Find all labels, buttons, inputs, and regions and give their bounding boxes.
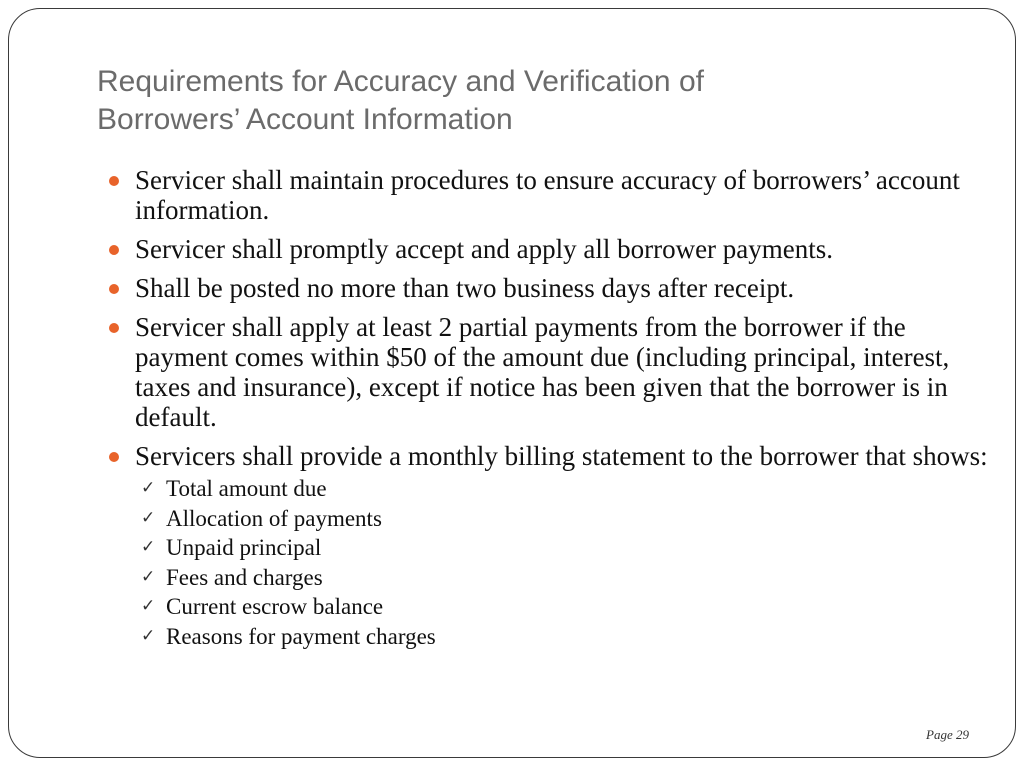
sub-item	[141, 592, 989, 622]
checkmark-icon: ✓	[141, 625, 156, 646]
bullet-dot-icon	[109, 245, 119, 255]
sub-item-text: Reasons for payment charges	[166, 623, 436, 649]
checkmark-icon: ✓	[141, 596, 156, 616]
bullet-dot-icon	[109, 176, 119, 186]
bullet-item	[109, 441, 989, 471]
bullet-item	[109, 165, 989, 225]
slide-frame	[8, 8, 1016, 758]
bullet-list	[109, 165, 989, 651]
bullet-text: Servicer shall maintain procedures to ensure accuracy of borrowers’ account information.	[135, 165, 960, 225]
sub-item-text: Current escrow balance	[166, 594, 384, 619]
sub-item-text: Total amount due	[166, 476, 327, 501]
bullet-text: Servicers shall provide a monthly billing statement to the borrower that shows:	[135, 441, 988, 471]
slide-title	[97, 63, 957, 139]
sub-item	[141, 504, 989, 534]
sub-item	[141, 533, 989, 563]
sub-item	[141, 622, 989, 652]
checkmark-icon: ✓	[141, 566, 156, 587]
title-line: Borrowers’ Account Information	[97, 103, 513, 136]
bullet-dot-icon	[109, 452, 119, 462]
sub-list	[109, 474, 989, 651]
bullet-dot-icon	[109, 323, 119, 333]
sub-item	[141, 474, 989, 504]
title-line: Requirements for Accuracy and Verification of	[97, 65, 704, 98]
bullet-dot-icon	[109, 284, 119, 294]
checkmark-icon: ✓	[141, 507, 156, 528]
checkmark-icon: ✓	[141, 478, 156, 498]
sub-item-text: Allocation of payments	[166, 505, 382, 531]
bullet-text: Servicer shall promptly accept and apply all borrower payments.	[135, 234, 834, 264]
page-number: Page 29	[926, 727, 969, 742]
sub-item-text: Fees and charges	[166, 564, 323, 590]
bullet-item	[109, 234, 989, 264]
bullet-item	[109, 312, 989, 432]
bullet-text: Shall be posted no more than two business days after receipt.	[135, 273, 795, 303]
bullet-item	[109, 273, 989, 303]
sub-item	[141, 563, 989, 593]
bullet-text: Servicer shall apply at least 2 partial payments from the borrower if the payment comes within $50 of the amount due (including principal, interest, taxes and insurance), except if notice has been given that the borrower is in default.	[135, 312, 950, 432]
sub-item-text: Unpaid principal	[166, 535, 322, 560]
checkmark-icon: ✓	[141, 537, 156, 557]
